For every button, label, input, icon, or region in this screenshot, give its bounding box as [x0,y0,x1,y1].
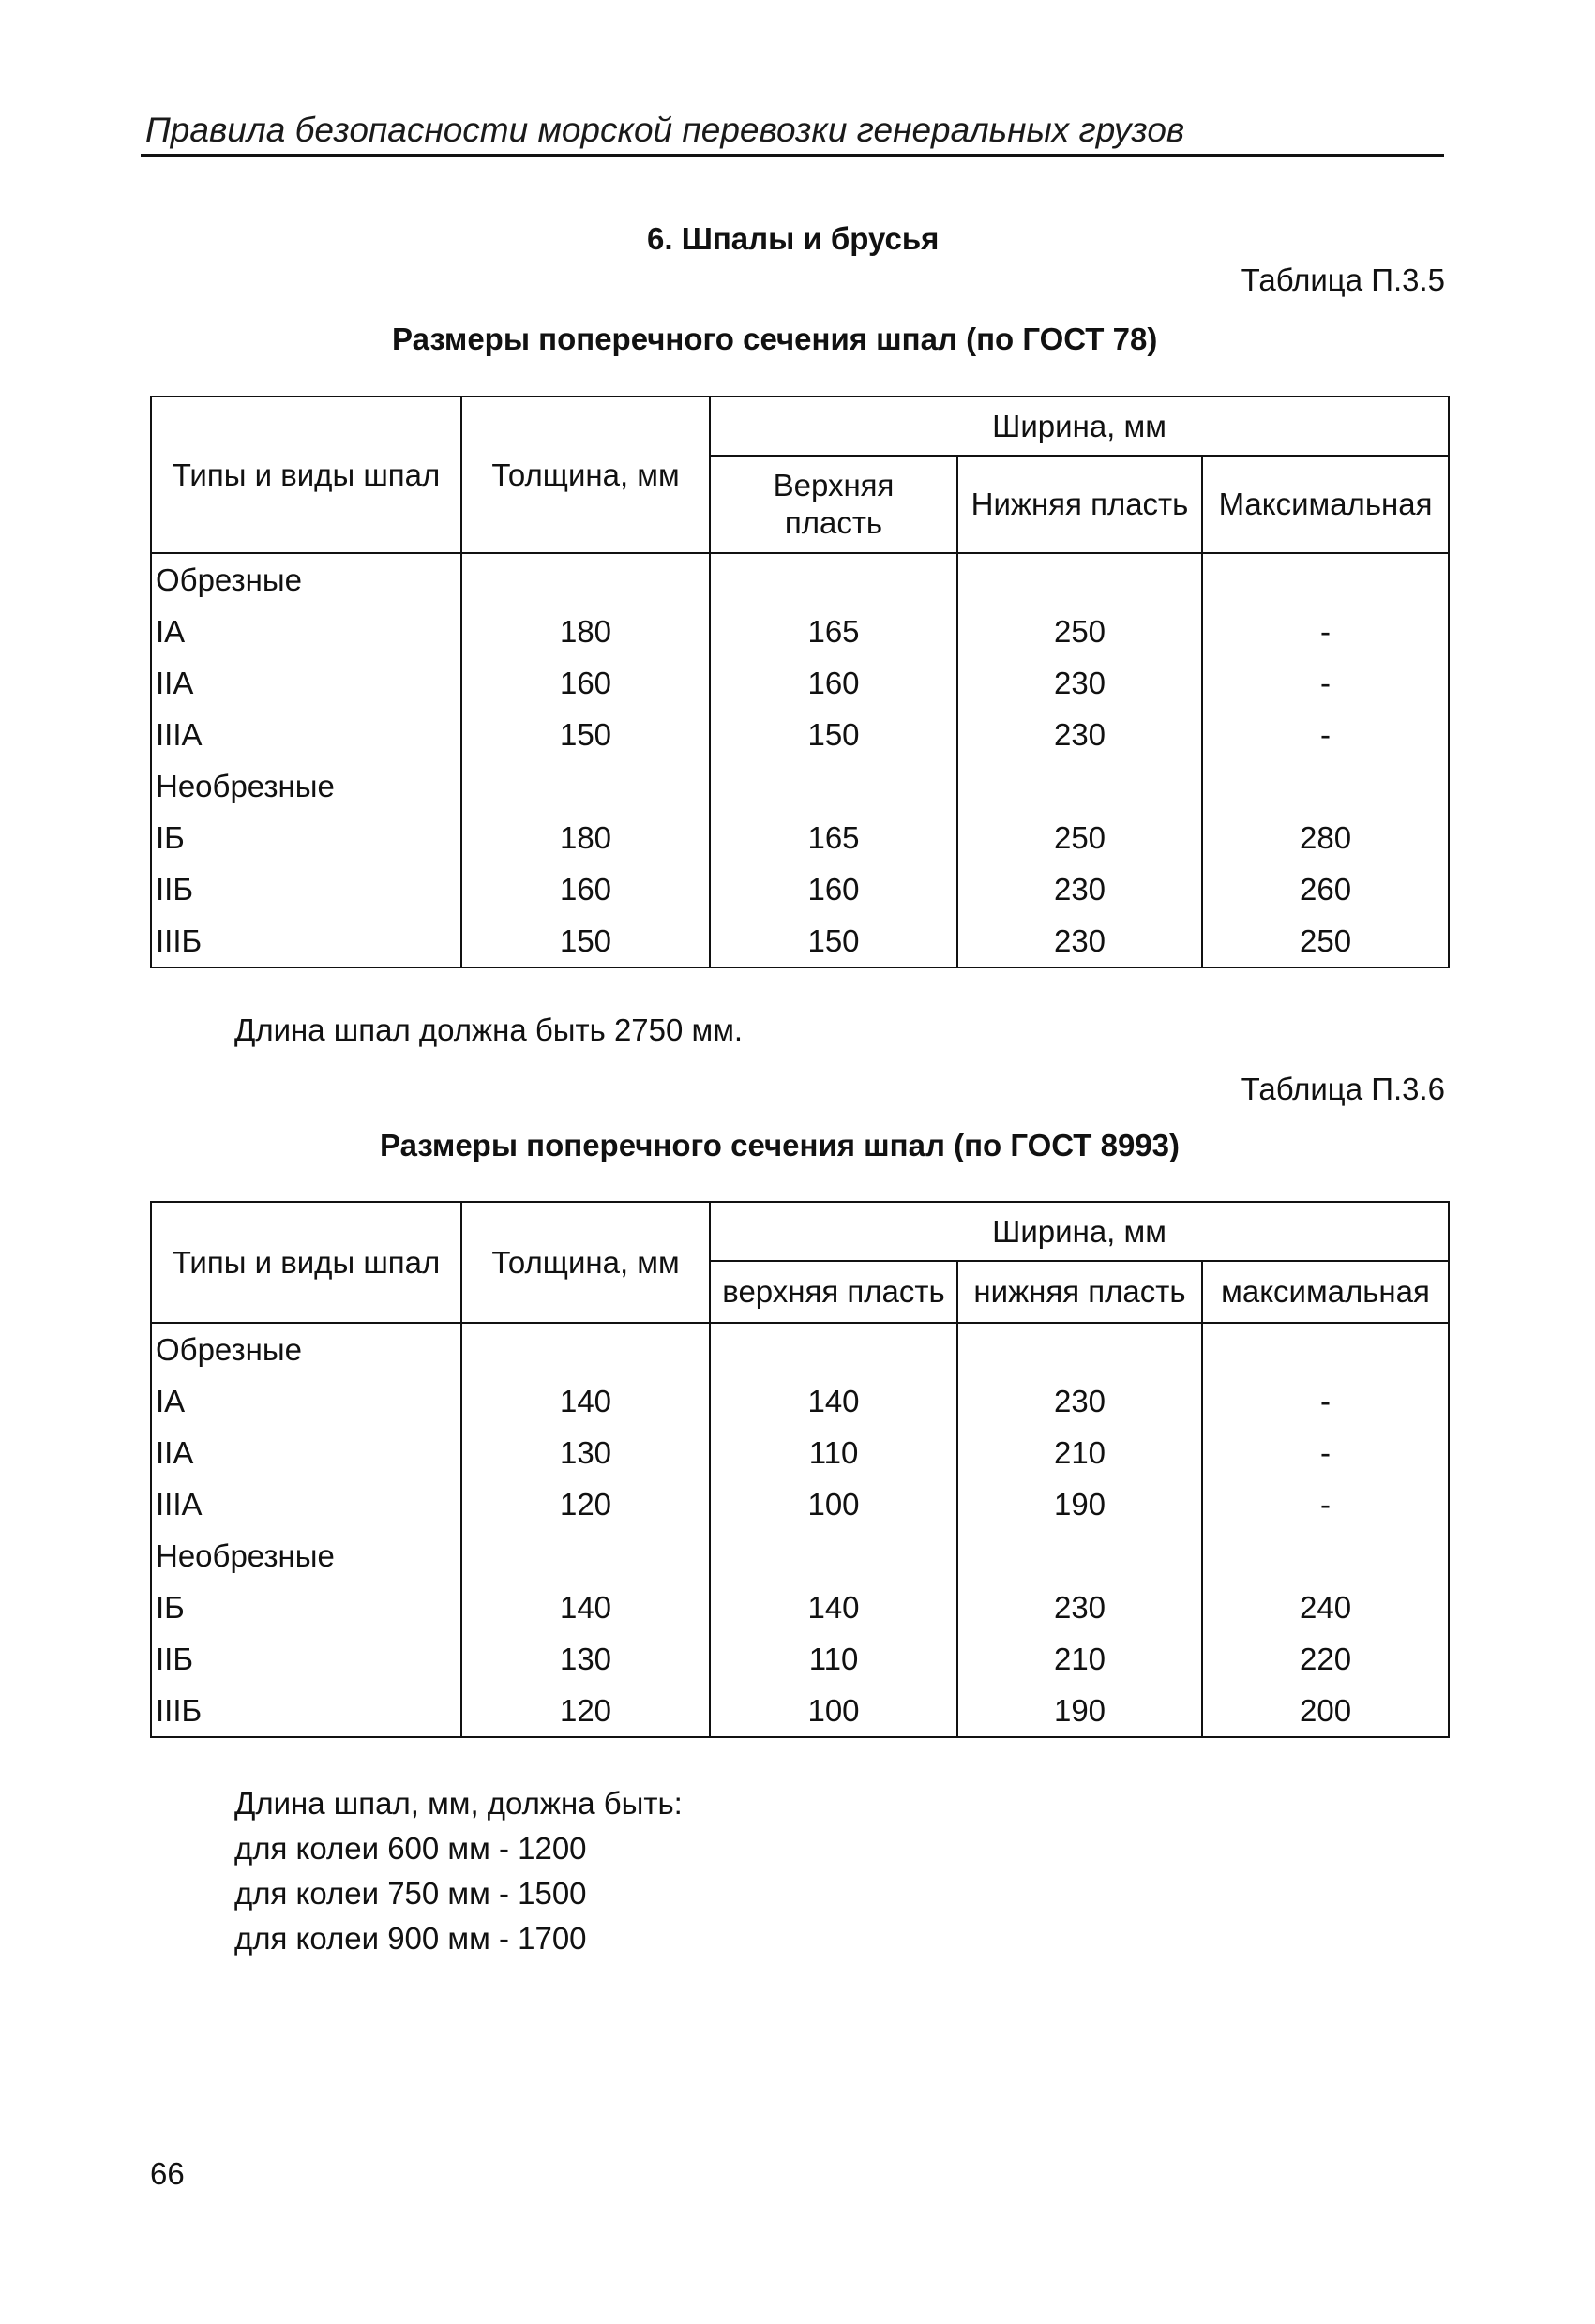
row-label-cell: IIIA [151,1478,461,1530]
table-cell [1202,760,1449,812]
table2-header-max: максимальная [1202,1261,1449,1323]
table1-title: Размеры поперечного сечения шпал (по ГОСТ 78) [392,322,1158,356]
table-cell: 160 [461,863,710,915]
table-cell: 190 [957,1478,1202,1530]
table-cell: 250 [957,606,1202,657]
table-cell: 150 [710,915,957,967]
table2-note-line: для колеи 900 мм - 1700 [234,1921,587,1956]
table-row [151,1685,1449,1737]
table-cell: 100 [710,1685,957,1737]
table1 [150,396,1450,968]
table-cell: 120 [461,1478,710,1530]
table-cell [710,553,957,606]
table1-header-width: Ширина, мм [710,397,1449,456]
row-label-cell: IБ [151,812,461,863]
table-cell: - [1202,1375,1449,1427]
table-cell: 150 [461,709,710,760]
row-label-cell: Обрезные [151,1323,461,1375]
table1-label: Таблица П.3.5 [1241,262,1445,297]
row-label-cell: IA [151,1375,461,1427]
table-cell: 150 [710,709,957,760]
table-cell: 120 [461,1685,710,1737]
table-cell: 140 [710,1582,957,1633]
table-cell: 130 [461,1633,710,1685]
table-cell: 130 [461,1427,710,1478]
table-cell [710,1530,957,1582]
table-cell: 230 [957,1582,1202,1633]
table-cell: 230 [957,1375,1202,1427]
table1-header-lower: Нижняя пласть [957,456,1202,553]
table-cell [461,1323,710,1375]
row-label-cell: IБ [151,1582,461,1633]
table-cell: - [1202,606,1449,657]
table-cell: 210 [957,1633,1202,1685]
table-row [151,1633,1449,1685]
table-cell: 100 [710,1478,957,1530]
table1-note: Длина шпал должна быть 2750 мм. [234,1012,744,1047]
row-label-cell: IIIБ [151,915,461,967]
table2-note-line: для колеи 750 мм - 1500 [234,1876,587,1911]
table-cell: 230 [957,863,1202,915]
table-cell: 110 [710,1427,957,1478]
row-label-cell: IIA [151,1427,461,1478]
table-cell [1202,1323,1449,1375]
header-rule [141,154,1444,157]
table-cell [710,760,957,812]
row-label-cell: Необрезные [151,1530,461,1582]
table-cell [461,760,710,812]
row-label-cell: IIIБ [151,1685,461,1737]
table-cell: 160 [710,863,957,915]
table2-notes [234,1781,683,1961]
table-cell: 180 [461,606,710,657]
table-row [151,812,1449,863]
table-cell: 230 [957,657,1202,709]
row-label-cell: IIA [151,657,461,709]
row-label-cell: IIБ [151,863,461,915]
running-head: Правила безопасности морской перевозки генеральных грузов [145,111,1185,149]
table-cell: 260 [1202,863,1449,915]
table2-header-upper: верхняя пласть [710,1261,957,1323]
table-cell: 250 [957,812,1202,863]
table-cell [710,1323,957,1375]
table2-header-width: Ширина, мм [710,1202,1449,1261]
table2-title: Размеры поперечного сечения шпал (по ГОСТ 8993) [380,1128,1181,1162]
table-cell: 200 [1202,1685,1449,1737]
row-label-cell: Необрезные [151,760,461,812]
table-row [151,760,1449,812]
table-row [151,657,1449,709]
table-row [151,863,1449,915]
table-cell [957,1530,1202,1582]
table-row [151,1582,1449,1633]
table-cell: 160 [461,657,710,709]
table-row [151,915,1449,967]
table-cell: - [1202,657,1449,709]
table-cell: 180 [461,812,710,863]
table1-header-max: Максимальная [1202,456,1449,553]
table-cell: 160 [710,657,957,709]
table-cell [1202,553,1449,606]
table-cell: 165 [710,812,957,863]
table-row [151,709,1449,760]
table-row [151,553,1449,606]
table2-label: Таблица П.3.6 [1241,1072,1445,1106]
table-cell: - [1202,1427,1449,1478]
row-label-cell: IIБ [151,1633,461,1685]
table-cell [957,1323,1202,1375]
table-cell: 140 [461,1582,710,1633]
table-row [151,1530,1449,1582]
table-cell [461,553,710,606]
table-cell: 140 [710,1375,957,1427]
table-cell: 140 [461,1375,710,1427]
table-row [151,1323,1449,1375]
table2-header-thickness: Толщина, мм [461,1202,710,1323]
page-number: 66 [150,2156,185,2191]
section-title: 6. Шпалы и брусья [647,221,940,256]
table-cell: 230 [957,709,1202,760]
table-cell: 250 [1202,915,1449,967]
table-cell: 220 [1202,1633,1449,1685]
table-cell: - [1202,709,1449,760]
row-label-cell: IIIA [151,709,461,760]
table1-header-upper: Верхняя пласть [710,456,957,553]
table2-note-line: Длина шпал, мм, должна быть: [234,1786,683,1821]
table2 [150,1201,1450,1738]
table2-note-line: для колеи 600 мм - 1200 [234,1831,587,1866]
table2-header-type: Типы и виды шпал [151,1202,461,1323]
table-cell: 165 [710,606,957,657]
table-cell [957,553,1202,606]
table-row [151,1478,1449,1530]
table2-header-lower: нижняя пласть [957,1261,1202,1323]
table-cell: 150 [461,915,710,967]
table-row [151,1375,1449,1427]
table-row [151,1427,1449,1478]
table-cell: 230 [957,915,1202,967]
table-cell [1202,1530,1449,1582]
table-cell: 190 [957,1685,1202,1737]
table-cell [461,1530,710,1582]
row-label-cell: Обрезные [151,553,461,606]
table-cell: 110 [710,1633,957,1685]
table-row [151,606,1449,657]
table-cell: - [1202,1478,1449,1530]
table-cell: 210 [957,1427,1202,1478]
table1-header-thickness: Толщина, мм [461,397,710,553]
table-cell: 280 [1202,812,1449,863]
row-label-cell: IA [151,606,461,657]
table-cell [957,760,1202,812]
table-cell: 240 [1202,1582,1449,1633]
table1-header-type: Типы и виды шпал [151,397,461,553]
